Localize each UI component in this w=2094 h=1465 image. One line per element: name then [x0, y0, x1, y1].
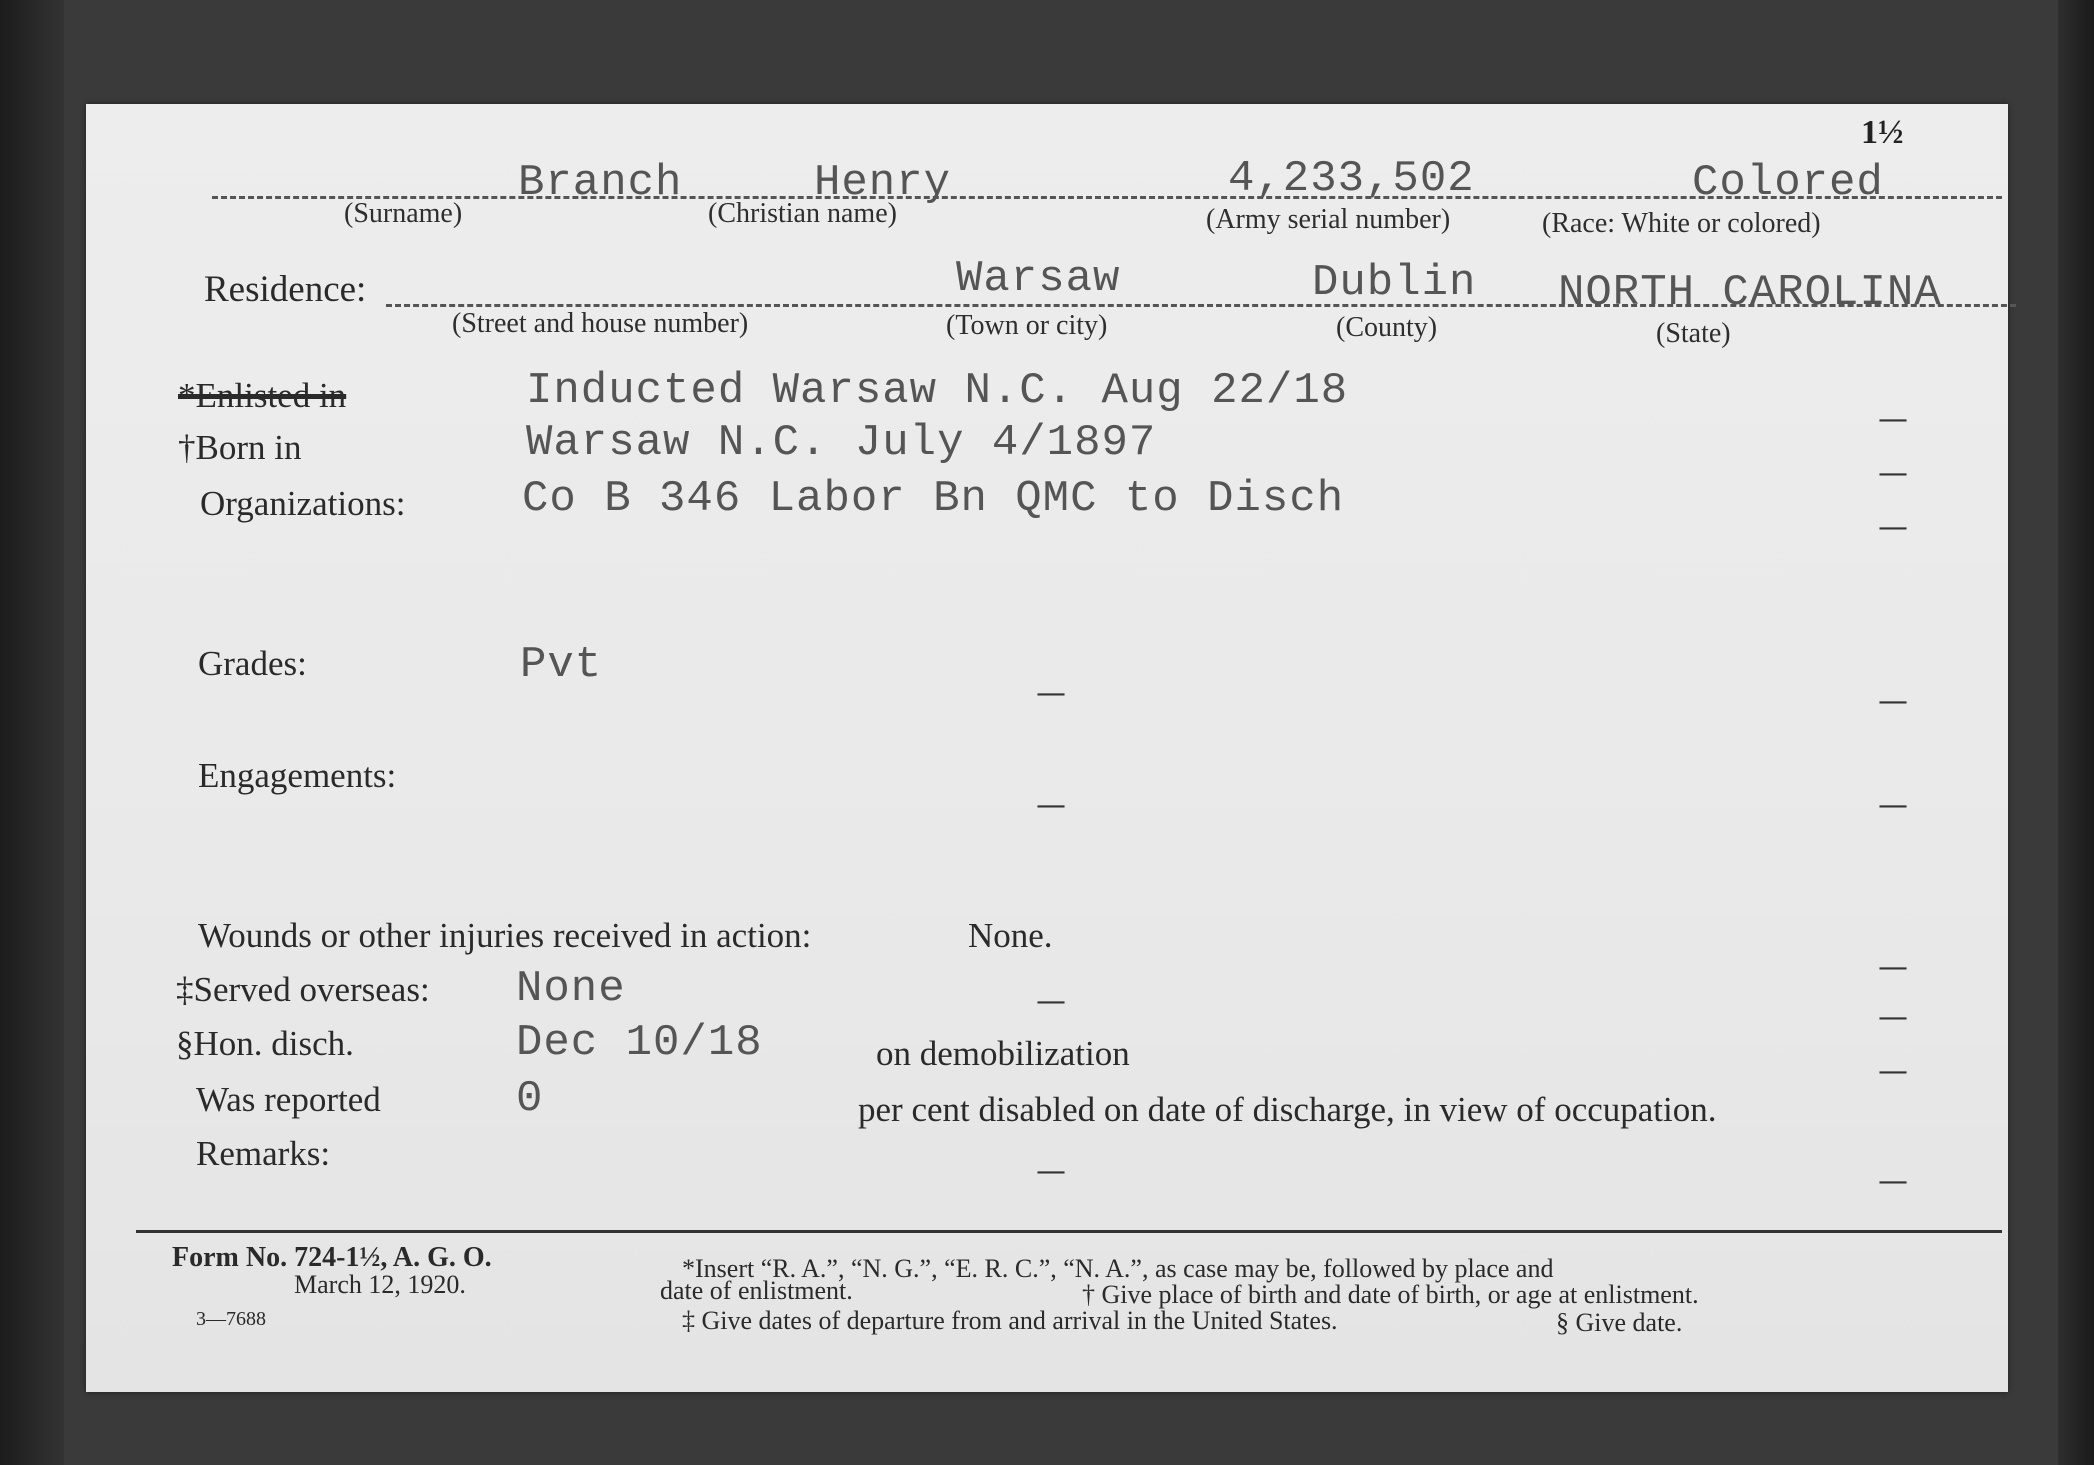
town-caption: (Town or city) — [946, 310, 1108, 341]
print-code: 3—7688 — [196, 1308, 266, 1330]
county-caption: (County) — [1336, 312, 1438, 343]
county-value: Dublin — [1312, 258, 1477, 308]
enlisted-value: Inducted Warsaw N.C. Aug 22/18 — [526, 366, 1349, 416]
form-date: March 12, 1920. — [294, 1270, 466, 1299]
born-value: Warsaw N.C. July 4/1897 — [526, 418, 1157, 468]
christian-name-caption: (Christian name) — [708, 198, 897, 229]
engagements-dash: — — [1036, 788, 1066, 823]
margin-dash: — — [1878, 788, 1908, 823]
corner-mark: 1½ — [1861, 114, 1904, 151]
wounds-value: None. — [968, 916, 1053, 955]
serial-number-value: 4,233,502 — [1228, 154, 1475, 204]
footnote-enlisted-cont: date of enlistment. — [660, 1276, 853, 1305]
hon-disch-label: §Hon. disch. — [176, 1024, 354, 1063]
margin-dash: — — [1878, 510, 1908, 545]
remarks-dash: — — [1036, 1154, 1066, 1189]
engagements-label: Engagements: — [198, 756, 397, 795]
organizations-label: Organizations: — [200, 484, 406, 523]
hon-disch-suffix: on demobilization — [876, 1034, 1130, 1073]
was-reported-value: 0 — [516, 1074, 544, 1124]
margin-dash: — — [1878, 456, 1908, 491]
was-reported-label: Was reported — [196, 1080, 381, 1119]
margin-dash: — — [1878, 684, 1908, 719]
served-overseas-label: ‡Served overseas: — [176, 970, 430, 1009]
margin-dash: — — [1878, 1164, 1908, 1199]
serial-number-caption: (Army serial number) — [1206, 204, 1451, 235]
footnote-discharge: § Give date. — [1556, 1308, 1683, 1337]
organizations-value: Co B 346 Labor Bn QMC to Disch — [522, 474, 1345, 524]
footer-rule — [136, 1230, 2002, 1233]
footnote-born: † Give place of birth and date of birth, or age at enlistment. — [1082, 1280, 1699, 1309]
enlisted-label: *Enlisted in — [178, 376, 347, 415]
race-caption: (Race: White or colored) — [1542, 208, 1821, 239]
grades-value: Pvt — [520, 640, 603, 690]
state-caption: (State) — [1656, 318, 1731, 349]
margin-dash: — — [1878, 950, 1908, 985]
margin-dash: — — [1878, 1054, 1908, 1089]
christian-name-value: Henry — [814, 158, 952, 208]
footnote-enlisted: *Insert “R. A.”, “N. G.”, “E. R. C.”, “N. A.”, as case may be, followed by place and — [682, 1254, 1554, 1283]
remarks-label: Remarks: — [196, 1134, 331, 1173]
born-label: †Born in — [178, 428, 302, 467]
scan-edge — [2058, 0, 2094, 1465]
surname-caption: (Surname) — [344, 198, 463, 229]
race-value: Colored — [1692, 158, 1884, 208]
margin-dash: — — [1878, 402, 1908, 437]
state-value: NORTH CAROLINA — [1558, 268, 1942, 318]
surname-value: Branch — [518, 158, 683, 208]
binder-edge — [0, 0, 64, 1465]
grades-dash: — — [1036, 676, 1066, 711]
wounds-label: Wounds or other injuries received in action: — [198, 916, 812, 955]
footnote-overseas: ‡ Give dates of departure from and arrival in the United States. — [682, 1306, 1338, 1335]
street-caption: (Street and house number) — [452, 308, 749, 339]
overseas-dash: — — [1036, 984, 1066, 1019]
was-reported-suffix: per cent disabled on date of discharge, in view of occupation. — [858, 1090, 1717, 1129]
record-card — [86, 104, 2008, 1392]
margin-dash: — — [1878, 1000, 1908, 1035]
residence-label: Residence: — [204, 269, 367, 310]
hon-disch-value: Dec 10/18 — [516, 1018, 763, 1068]
grades-label: Grades: — [198, 644, 307, 683]
town-value: Warsaw — [956, 254, 1121, 304]
served-overseas-value: None — [516, 964, 626, 1014]
form-number: Form No. 724-1½, A. G. O. — [172, 1242, 492, 1273]
